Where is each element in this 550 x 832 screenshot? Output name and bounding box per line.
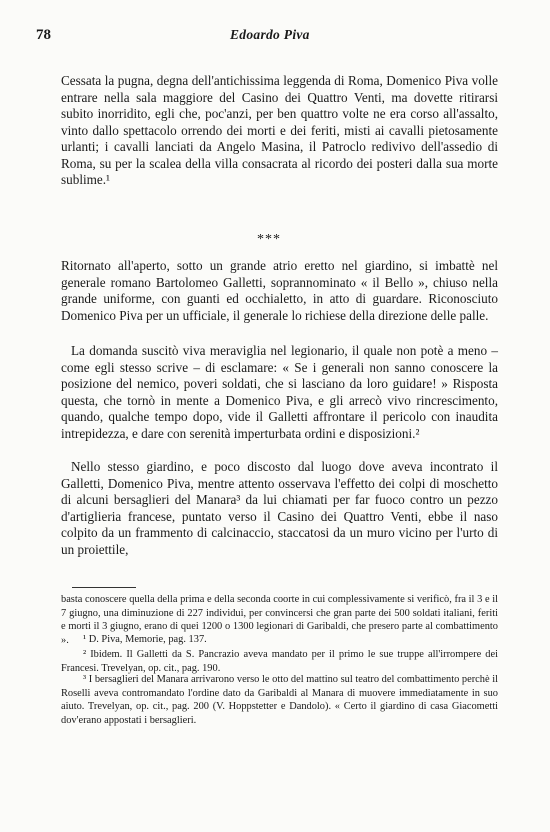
paragraph-2: Ritornato all'aperto, sotto un grande atrio eretto nel giardino, si imbattè nel generale romano Bartolomeo Galletti, soprannominato « il Bello », chiuso nella grande uniforme, con guanti ed occhialetto, in atto di guardare. Riconosciuto Domenico Piva per un ufficiale, il generale lo richiese della direzione delle palle. xyxy=(61,258,498,323)
page-number: 78 xyxy=(36,27,51,43)
footnote-1: ¹ D. Piva, Memorie, pag. 137. xyxy=(83,634,207,645)
paragraph-1: Cessata la pugna, degna dell'antichissima leggenda di Roma, Domenico Piva volle entrare nella sala maggiore del Casino dei Quattro Venti, ma dovette ritirarsi subito inorridito, egli che, poc'anzi, per ben quattro volte ne era corso all'assalto, vinto dallo spettacolo orrendo dei morti e dei feriti, misti ai cavalli pietosamente urlanti; i cavalli lanciati da Angelo Masina, il Patroclo redivivo dell'assedio di Roma, su per la scalea della villa consacrata al ricordo dei posteri dalla sua morte sublime.¹ xyxy=(61,73,498,188)
paragraph-4: Nello stesso giardino, e poco discosto dal luogo dove aveva incontrato il Galletti, Domenico Piva, mentre attento osservava l'effetto dei colpi di moschetto di alcuni bersaglieri del Manara³ da lui chiamati per far fuoco contro un pezzo d'artiglieria francese, puntato verso il Casino dei Quattro Venti, ebbe il naso colpito da un frammento di calcinaccio, staccatosi da un muro vicino per l'urto di un proiettile, xyxy=(61,459,498,557)
section-separator-asterism: *** xyxy=(257,232,281,247)
footnote-3: ³ I bersaglieri del Manara arrivarono verso le otto del mattino sul teatro del combattimento perchè il Roselli aveva contromandato l'ordine dato da Garibaldi al Manara di muovere immediatamente in suo aiuto. Trevelyan, op. cit., pag. 200 (V. Hoppstetter e Dandolo). « Certo il giardino di casa Giacometti dov'erano appostati i bersaglieri. xyxy=(61,674,498,726)
paragraph-3: La domanda suscitò viva meraviglia nel legionario, il quale non potè a meno – come egli stesso scrive – di esclamare: « Se i generali non sanno conoscere la posizione del nemico, poveri soldati, che si lasciano da loro guidare! » Risposta questa, che tornò in mente a Domenico Piva, e gli arrecò vivo rincrescimento, quando, qualche tempo dopo, vide il Galletti affrontare il pericolo con inaudita intrepidezza, e dare con serenità imperturbata ordini e disposizioni.² xyxy=(61,343,498,441)
footnote-2: ² Ibidem. Il Galletti da S. Pancrazio aveva mandato per il primo le sue truppe all'irrompere dei Francesi. Trevelyan, op. cit., pag. 190. xyxy=(61,649,498,674)
footnote-continuation: basta conoscere quella della prima e della seconda coorte in cui complessivamente si verificò, fra il 3 e il 7 giugno, una diminuzione di 227 individui, per convincersi che gran parte dei 500 soldati italiani, feriti e morti il 3 giugno, erano di quei 1200 o 1300 legionari di Garibaldi, che presero parte al combattimento ». xyxy=(61,594,498,646)
running-title: Edoardo Piva xyxy=(230,27,310,42)
page-header xyxy=(36,27,508,47)
footnote-rule xyxy=(72,587,136,588)
